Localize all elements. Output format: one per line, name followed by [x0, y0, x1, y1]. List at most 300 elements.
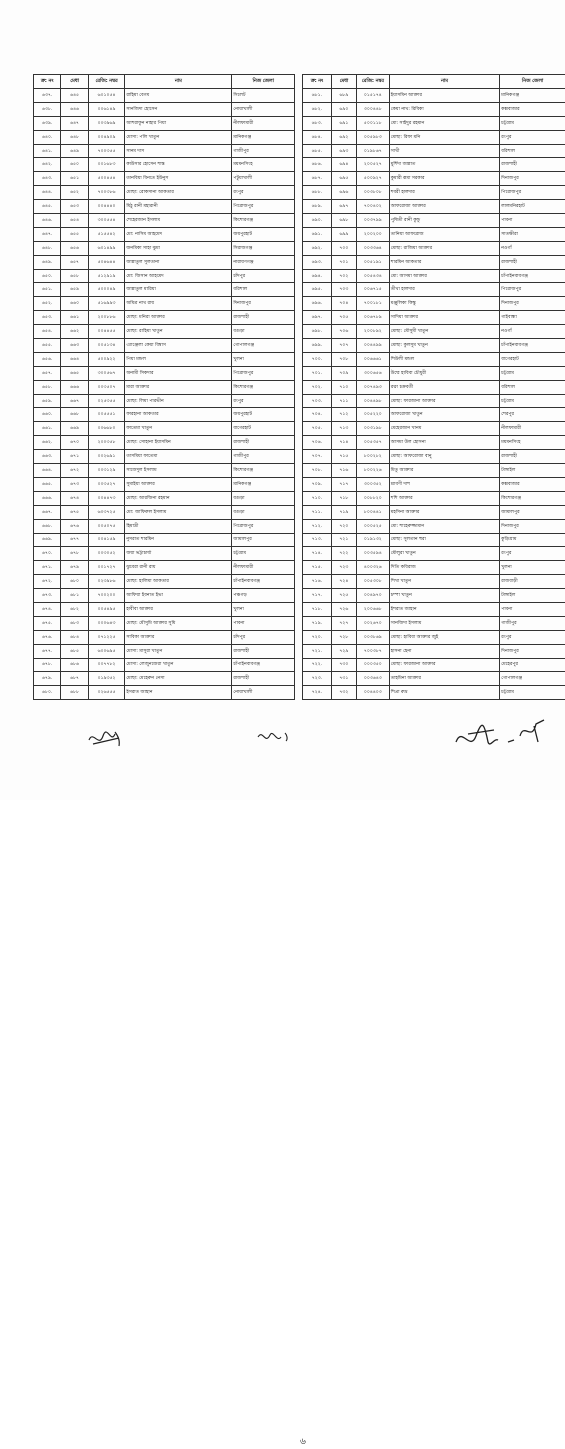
table-row	[303, 158, 565, 172]
name-cell: মোছা: রাজিয়া আক্তার	[389, 241, 499, 255]
reg-no-cell: ০০৫৪৩৪	[356, 269, 389, 283]
name-cell: মোছা: হালিমা আকতার	[125, 575, 232, 589]
table-row	[34, 102, 295, 116]
reg-no-cell: ৩০০৬৫৬	[356, 366, 389, 380]
reg-no-cell: ০০৩৫০৭	[88, 380, 125, 394]
name-cell: সানজিদা হোসেন	[125, 102, 232, 116]
serial-cell: ৬৫৪.	[34, 325, 61, 339]
merit-cell: ৬৫৩	[61, 200, 88, 214]
name-cell: অনামী সিকদার	[125, 366, 232, 380]
merit-cell: ৬৫৪	[61, 214, 88, 228]
right-results-table	[302, 74, 565, 700]
table-row	[303, 505, 565, 519]
reg-no-cell: ০০৫৩০৮	[356, 575, 389, 589]
serial-cell: ৭১৮.	[303, 602, 332, 616]
district-cell: কক্সবাজার	[500, 102, 565, 116]
merit-cell: ৬৫২	[61, 186, 88, 200]
merit-cell: ৭০২	[331, 269, 356, 283]
name-cell: মোছা: আরজিনা রহমান	[125, 491, 232, 505]
name-cell: মোছা: রোকসানা আকতার	[125, 186, 232, 200]
table-row	[34, 630, 295, 644]
name-cell: সাথী	[389, 144, 499, 158]
reg-no-cell: ৩০০৩৫২	[356, 477, 389, 491]
district-cell: গাজীপুর	[500, 616, 565, 630]
district-cell: মানিকগঞ্জ	[500, 89, 565, 103]
table-row	[303, 575, 565, 589]
signature-center	[255, 727, 295, 747]
serial-cell: ৬৯৫.	[303, 283, 332, 297]
district-cell: রংপুর	[232, 394, 295, 408]
name-header: নাম	[389, 75, 499, 89]
name-cell: এ্যাঞ্জেলা কেয়া বিশ্বাস	[125, 339, 232, 353]
district-cell: নওগাঁ	[500, 325, 565, 339]
name-cell: ইসরাত জাহান	[125, 686, 232, 700]
serial-cell: ৭২১.	[303, 644, 332, 658]
table-row	[303, 436, 565, 450]
name-cell: মোছা: আফরোজা বানু	[389, 450, 499, 464]
merit-cell: ৬৯৬	[331, 186, 356, 200]
name-cell: ইশরাত জাহান	[389, 602, 499, 616]
reg-no-cell: ৭০০১৮১	[356, 297, 389, 311]
district-cell: পিরোজপুর	[232, 200, 295, 214]
serial-cell: ৬৮০.	[34, 686, 61, 700]
district-cell: দিনাজপুর	[500, 644, 565, 658]
serial-cell: ৬৫২.	[34, 297, 61, 311]
serial-cell: ৬৭২.	[34, 575, 61, 589]
serial-cell: ৬৫৫.	[34, 339, 61, 353]
reg-no-cell: ৫০০০৪৯	[88, 283, 125, 297]
district-cell: জয়পুরহাট	[232, 408, 295, 422]
table-row	[34, 547, 295, 561]
merit-cell: ৬৬৯	[61, 422, 88, 436]
reg-no-header: রেজি: নম্বর	[356, 75, 389, 89]
table-row	[303, 491, 565, 505]
reg-no-cell: ২০০৮৯২	[356, 325, 389, 339]
serial-cell: ৬৫১.	[34, 283, 61, 297]
merit-cell: ৬৪৫	[61, 89, 88, 103]
serial-cell: ৬৫৩.	[34, 311, 61, 325]
district-cell: নোয়াখালী	[232, 686, 295, 700]
merit-cell: ৬৪৮	[61, 130, 88, 144]
district-cell: চট্টগ্রাম	[500, 686, 565, 700]
serial-cell: ৬৬৩.	[34, 450, 61, 464]
district-cell: ময়মনসিংহ	[500, 436, 565, 450]
reg-no-cell: ০০৭৭৮২	[88, 658, 125, 672]
reg-no-cell: ৬০৩৭২৫	[88, 505, 125, 519]
reg-no-cell: ০০৩৭৯৯	[356, 214, 389, 228]
merit-cell: ৭০৩	[331, 283, 356, 297]
serial-cell: ৬৪৮.	[34, 241, 61, 255]
serial-cell: ৬৬৫.	[34, 477, 61, 491]
name-cell: তীথা হালদার	[389, 283, 499, 297]
serial-cell: ৬৮৩.	[303, 116, 332, 130]
table-row	[303, 89, 565, 103]
reg-no-cell: ০২৫৩৫৫	[88, 394, 125, 408]
merit-cell: ৬৭২	[61, 464, 88, 478]
merit-cell: ৭০৮	[331, 352, 356, 366]
name-cell: তানবিয়া বিনতে ইউনুস	[125, 172, 232, 186]
district-cell: চাঁপাইনবাবগঞ্জ	[232, 575, 295, 589]
name-cell: আফিয়া ইবনাত ইভা	[125, 589, 232, 603]
merit-cell: ৬৪৬	[61, 102, 88, 116]
name-cell: মোছা: ফারজানা আক্তার	[389, 394, 499, 408]
serial-cell: ৭১৫.	[303, 561, 332, 575]
reg-no-cell: ০০৪৪৯৮	[356, 394, 389, 408]
name-cell: মোছা: মনিরা আক্তার	[125, 311, 232, 325]
merit-cell: ৬৭০	[61, 436, 88, 450]
district-cell: চাঁদপুর	[232, 269, 295, 283]
reg-no-cell: ০০৫০৭৫	[88, 519, 125, 533]
district-cell: রংপুর	[232, 186, 295, 200]
table-row	[303, 644, 565, 658]
serial-cell: ৬৮২.	[303, 102, 332, 116]
name-header: নাম	[125, 75, 232, 89]
merit-cell: ৬৫০	[61, 158, 88, 172]
reg-no-cell: ৫১৫৫৪২	[88, 227, 125, 241]
table-row	[34, 533, 295, 547]
signature-right	[448, 712, 553, 757]
name-cell: আশরাফুন নাহার পিয়া	[125, 116, 232, 130]
reg-no-cell: ০০৩৮০৮	[356, 186, 389, 200]
table-row	[303, 241, 565, 255]
table-header-row	[303, 75, 565, 89]
serial-cell: ৬৫৬.	[34, 352, 61, 366]
reg-no-cell: ০০১৭২৭	[88, 561, 125, 575]
table-row	[303, 102, 565, 116]
reg-no-cell: ৭০০৩৮৬	[88, 186, 125, 200]
district-cell: পিরোজপুর	[500, 283, 565, 297]
table-row	[34, 491, 295, 505]
name-cell: পুষিতী রানী কুন্ডু	[389, 214, 499, 228]
merit-cell: ৬৬৩	[61, 339, 88, 353]
serial-cell: ৭২৪.	[303, 686, 332, 700]
district-cell: কিশোরগঞ্জ	[232, 380, 295, 394]
table-row	[303, 519, 565, 533]
district-cell: গাইবান্ধা	[500, 311, 565, 325]
merit-cell: ৬৫৮	[61, 269, 88, 283]
reg-no-cell: ০০৬৬৮০	[88, 422, 125, 436]
name-cell: হিমাদ্রী	[125, 519, 232, 533]
merit-cell: ৬৯৭	[331, 200, 356, 214]
merit-cell: ৬৭১	[61, 450, 88, 464]
district-cell: গোপালগঞ্জ	[232, 339, 295, 353]
table-row	[303, 186, 565, 200]
serial-cell: ৬৪১.	[34, 144, 61, 158]
reg-no-cell: ৮০০২২৬	[356, 464, 389, 478]
name-cell: মিঠু রানী মহারানী	[125, 200, 232, 214]
reg-no-cell: ৫০০৪৫৪	[88, 172, 125, 186]
name-cell: মো: জাফিরুল ইসলাম	[125, 505, 232, 519]
serial-cell: ৭০৫.	[303, 422, 332, 436]
reg-no-cell: ২০০৩৫৮	[88, 436, 125, 450]
merit-cell: ৬৯১	[331, 116, 356, 130]
table-row	[303, 255, 565, 269]
district-cell: পাবনা	[232, 616, 295, 630]
table-row	[34, 505, 295, 519]
merit-cell: ৭১৬	[331, 464, 356, 478]
serial-cell: ৬৮৮.	[303, 186, 332, 200]
name-cell: ফারহানা আকতার	[125, 408, 232, 422]
reg-no-cell: ৫১৬৯৯৩	[88, 297, 125, 311]
name-cell: হাবীবা আক্তার	[125, 602, 232, 616]
name-cell: পিয়া মন্ডল	[125, 352, 232, 366]
reg-no-cell: ৮০০২৮২	[356, 450, 389, 464]
reg-no-cell: ০১৯৮৬৭	[356, 144, 389, 158]
district-cell: দিনাজপুর	[500, 172, 565, 186]
reg-no-cell: ০০০৩৫০	[356, 658, 389, 672]
merit-cell: ৬৯৩	[331, 144, 356, 158]
reg-no-cell: ০০৩৮৬৯	[356, 630, 389, 644]
merit-cell: ৬৮৫	[61, 644, 88, 658]
serial-cell: ৬৮৬.	[303, 158, 332, 172]
table-row	[303, 616, 565, 630]
reg-no-header: রেজি: নম্বর	[88, 75, 125, 89]
reg-no-cell: ০০৩৯৬৯	[88, 116, 125, 130]
district-cell: রাজশাহী	[232, 311, 295, 325]
district-cell: গাজীপুর	[232, 144, 295, 158]
serial-cell: ৭১১.	[303, 505, 332, 519]
table-row	[34, 519, 295, 533]
district-cell: পাবনা	[500, 602, 565, 616]
serial-cell: ৬৬৪.	[34, 464, 61, 478]
table-header-row	[34, 75, 295, 89]
merit-cell: ৬৬৭	[61, 394, 88, 408]
serial-cell: ৬৭৬.	[34, 630, 61, 644]
reg-no-cell: ০২৩৯৮৬	[88, 575, 125, 589]
reg-no-cell: ৫০০৯২২	[88, 352, 125, 366]
district-cell: রাজবাড়ী	[500, 575, 565, 589]
reg-no-cell: ০০৩৫৯৪	[356, 547, 389, 561]
name-cell: ঝুবেরা রানী রায়	[125, 561, 232, 575]
table-row	[34, 408, 295, 422]
table-row	[303, 352, 565, 366]
serial-cell: ৬৯৬.	[303, 297, 332, 311]
page-number: ৬	[300, 1434, 306, 1449]
name-cell: কুমারী রূমা সরকার	[389, 172, 499, 186]
district-cell: চাঁপাইনবাবগঞ্জ	[500, 339, 565, 353]
serial-cell: ৬৩৯.	[34, 116, 61, 130]
merit-cell: ৭২৬	[331, 602, 356, 616]
table-row	[34, 477, 295, 491]
reg-no-cell: ৭০০৪০২	[356, 200, 389, 214]
merit-cell: ৬৬৮	[61, 408, 88, 422]
merit-cell: ৭১৯	[331, 505, 356, 519]
merit-cell: ৬৫৬	[61, 241, 88, 255]
district-cell: টাঙ্গাইল	[500, 464, 565, 478]
merit-cell: ৬৯৫	[331, 172, 356, 186]
serial-cell: ৬৪২.	[34, 158, 61, 172]
serial-cell: ৭২২.	[303, 658, 332, 672]
table-row	[34, 158, 295, 172]
district-cell: দিনাজপুর	[500, 297, 565, 311]
table-row	[34, 575, 295, 589]
table-row	[34, 214, 295, 228]
serial-cell: ৬৯০.	[303, 214, 332, 228]
name-cell: রত্না চক্রবর্তী	[389, 380, 499, 394]
name-cell: অমিত্র নাথ রায়	[125, 297, 232, 311]
name-cell: ইয়াসমিন আক্তার	[389, 89, 499, 103]
table-row	[303, 269, 565, 283]
name-cell: শেহেরজান ইসলাম	[125, 214, 232, 228]
name-cell: জান্নাতুল মারিয়া	[125, 283, 232, 297]
table-row	[303, 450, 565, 464]
name-cell: আফরোজা আক্তার	[389, 200, 499, 214]
serial-cell: ৬৭১.	[34, 561, 61, 575]
merit-cell: ৭০৬	[331, 325, 356, 339]
merit-cell: ৭১৪	[331, 436, 356, 450]
table-row	[34, 172, 295, 186]
serial-cell: ৬৬৬.	[34, 491, 61, 505]
district-cell: বাগেরহাট	[232, 422, 295, 436]
table-row	[303, 658, 565, 672]
merit-cell: ৭৩০	[331, 658, 356, 672]
serial-cell: ৭১৬.	[303, 575, 332, 589]
district-cell: কক্সবাজার	[500, 477, 565, 491]
name-cell: জান্নাতুল সুলতানা	[125, 255, 232, 269]
table-row	[34, 644, 295, 658]
name-cell: মহসিনা আক্তার	[389, 505, 499, 519]
reg-no-cell: ০০৫৯৮৩	[356, 130, 389, 144]
district-cell: রাজশাহী	[232, 672, 295, 686]
serial-cell: ৬৯১.	[303, 227, 332, 241]
merit-cell: ৭২২	[331, 547, 356, 561]
serial-cell: ৬৪৫.	[34, 200, 61, 214]
serial-cell: ৭১৪.	[303, 547, 332, 561]
district-cell: কুড়িগ্রাম	[500, 533, 565, 547]
district-cell: রাজশাহী	[232, 436, 295, 450]
merit-cell: ৬৭৩	[61, 477, 88, 491]
merit-cell: ৬৯৪	[331, 158, 356, 172]
merit-cell: ৬৮২	[61, 602, 88, 616]
table-row	[34, 269, 295, 283]
name-cell: মোছা: মেহেরুন নেসা	[125, 672, 232, 686]
table-row	[34, 311, 295, 325]
serial-cell: ৬৬০.	[34, 408, 61, 422]
district-cell: নারায়ণগঞ্জ	[232, 255, 295, 269]
serial-cell: ৬৭৫.	[34, 616, 61, 630]
district-cell: বগুড়া	[232, 325, 295, 339]
reg-no-cell: ৫০০৯২৭	[356, 172, 389, 186]
reg-no-cell: ০০৬৭১৫	[356, 283, 389, 297]
name-cell: শিখা খাতুন	[389, 575, 499, 589]
name-cell: মোছা: মৌসুমি আক্তার সুমি	[125, 616, 232, 630]
merit-cell: ৭১৭	[331, 477, 356, 491]
table-row	[303, 144, 565, 158]
district-cell: সিরাজগঞ্জ	[232, 241, 295, 255]
left-results-table	[33, 74, 295, 700]
name-cell: মোছা: রিফা মনি	[389, 130, 499, 144]
reg-no-cell: ০০৪৯৭০	[356, 589, 389, 603]
district-cell: কিশোরগঞ্জ	[500, 491, 565, 505]
reg-no-cell: ০০৪৪৪০	[88, 200, 125, 214]
reg-no-cell: ০০৫৩৫৭	[356, 436, 389, 450]
district-cell: সাতক্ষীরা	[500, 227, 565, 241]
reg-no-cell: ০০৪৪৭৩	[88, 491, 125, 505]
merit-cell: ৭২১	[331, 533, 356, 547]
merit-cell: ৭৩২	[331, 686, 356, 700]
serial-cell: ৬৭৩.	[34, 589, 61, 603]
district-header: নিজ জেলা	[232, 75, 295, 89]
merit-cell: ৬৬৫	[61, 366, 88, 380]
table-row	[34, 436, 295, 450]
reg-no-cell: ০০৩০৫২	[88, 547, 125, 561]
merit-cell: ৭১৫	[331, 450, 356, 464]
district-cell: নীলফামারী	[500, 422, 565, 436]
name-cell: জয়া ভট্টাচার্য্য	[125, 547, 232, 561]
reg-no-cell: ৬০০৬৯৫	[88, 644, 125, 658]
district-cell: পিরোজপুর	[500, 186, 565, 200]
district-cell: কিশোরগঞ্জ	[232, 214, 295, 228]
serial-cell: ৭০৯.	[303, 477, 332, 491]
name-cell: মো: সাইদুর রহমান	[389, 116, 499, 130]
district-cell: নীলফামারী	[232, 561, 295, 575]
table-row	[34, 283, 295, 297]
reg-no-cell: ০০৫১৯১	[356, 255, 389, 269]
reg-no-cell: ০০৪৪৯৯	[356, 339, 389, 353]
table-row	[303, 408, 565, 422]
merit-cell: ৭০৫	[331, 311, 356, 325]
merit-cell: ৬৯৯	[331, 227, 356, 241]
reg-no-cell: ৩০০৪৪৮	[356, 102, 389, 116]
serial-cell: ৬৫৮.	[34, 380, 61, 394]
district-cell: খুলনা	[500, 561, 565, 575]
district-cell: চাঁদপুর	[232, 630, 295, 644]
reg-no-cell: ০০৭৪৯৩	[356, 380, 389, 394]
name-cell: তানিয়া আফরোজ	[389, 227, 499, 241]
name-cell: মোসা: পলি খাতুন	[125, 130, 232, 144]
serial-cell: ৬৪৬.	[34, 214, 61, 228]
serial-cell: ৬৯৪.	[303, 269, 332, 283]
district-cell: রাজশাহী	[500, 450, 565, 464]
table-row	[34, 227, 295, 241]
table-row	[303, 325, 565, 339]
serial-cell: ৬৮৯.	[303, 200, 332, 214]
table-row	[34, 561, 295, 575]
reg-no-cell: ০০৩১৯৮	[356, 422, 389, 436]
reg-no-cell: ০০৩১২৯	[88, 464, 125, 478]
name-cell: মো: শাহেরুজ্জামান	[389, 519, 499, 533]
district-cell: কিশোরগঞ্জ	[232, 464, 295, 478]
district-cell: গাজীপুর	[232, 450, 295, 464]
merit-cell: ৭২৮	[331, 630, 356, 644]
table-row	[34, 589, 295, 603]
district-cell: নওগাঁ	[500, 241, 565, 255]
table-row	[303, 602, 565, 616]
reg-no-cell: ৫০০১১৮	[356, 116, 389, 130]
name-cell: সুমাইয়া আক্তার	[125, 477, 232, 491]
merit-cell: ৬৮০	[61, 575, 88, 589]
serial-cell: ৬৯৯.	[303, 339, 332, 353]
serial-cell: ৭০০.	[303, 352, 332, 366]
merit-cell: ৬৬০	[61, 297, 88, 311]
merit-cell: ৭২৭	[331, 616, 356, 630]
serial-cell: ৬৯৩.	[303, 255, 332, 269]
district-cell: মেহেরপুর	[500, 658, 565, 672]
merit-header: মেধা	[61, 75, 88, 89]
district-cell: দিনাজপুর	[232, 297, 295, 311]
merit-cell: ৬৫৭	[61, 255, 88, 269]
merit-cell: ৬৭৭	[61, 533, 88, 547]
reg-no-cell: ০০২৬৭০	[356, 616, 389, 630]
reg-no-cell: ০০০৬৪৩	[88, 616, 125, 630]
name-cell: মিতু আক্তার	[389, 464, 499, 478]
district-cell: রাজশাহী	[500, 255, 565, 269]
reg-no-cell: ০০৩৩৬৪	[356, 241, 389, 255]
name-cell: দিতি কবিরাজ	[389, 561, 499, 575]
table-row	[303, 422, 565, 436]
district-cell: চট্টগ্রাম	[232, 547, 295, 561]
district-cell: খুলনা	[232, 602, 295, 616]
